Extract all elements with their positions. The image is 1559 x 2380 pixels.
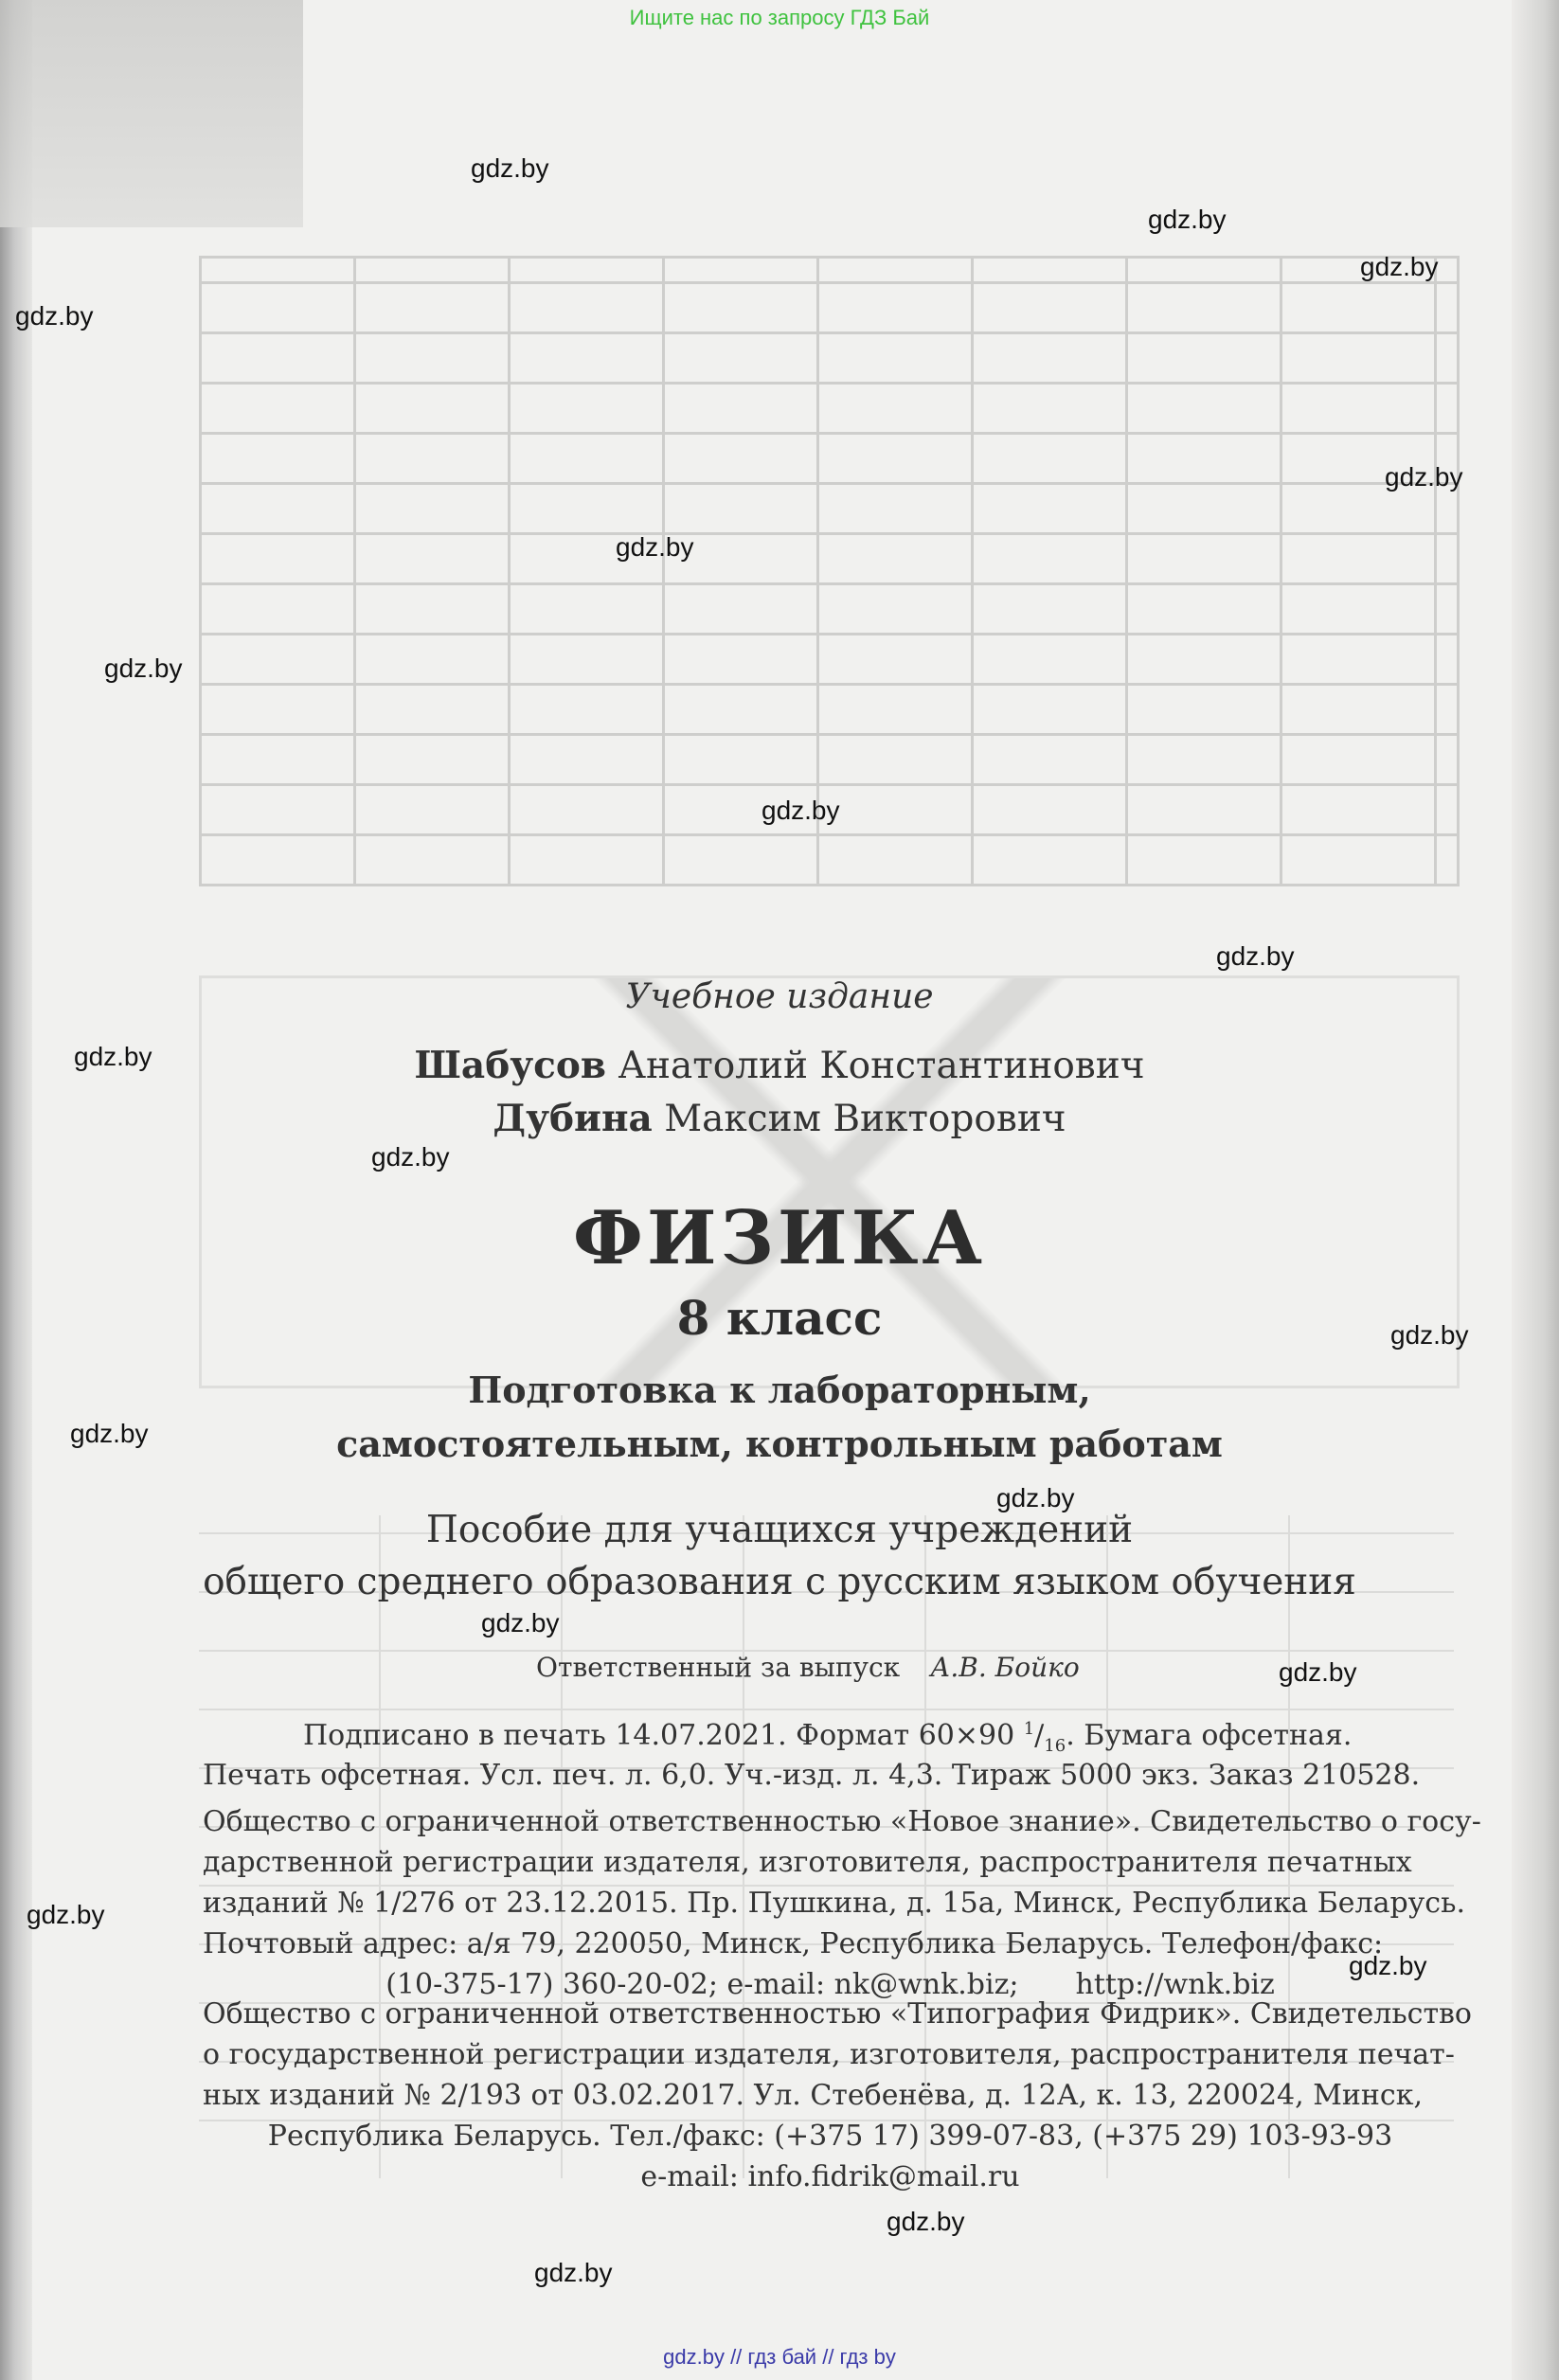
watermark: gdz.by <box>996 1483 1075 1512</box>
author <box>0 1097 1559 1140</box>
watermark: gdz.by <box>1279 1657 1357 1687</box>
responsible-person: А.В. Бойко <box>930 1652 1080 1683</box>
purpose-line: Пособие для учащихся учреждений <box>425 1509 1134 1551</box>
watermark: gdz.by <box>74 1042 152 1071</box>
watermark: gdz.by <box>1216 941 1295 971</box>
watermark: gdz.by <box>471 153 549 183</box>
watermark: gdz.by <box>534 2258 613 2287</box>
watermark: gdz.by <box>15 301 94 331</box>
watermark: gdz.by <box>371 1142 450 1172</box>
watermark: gdz.by <box>1390 1320 1469 1350</box>
watermark: gdz.by <box>104 653 183 683</box>
page-corner-shadow <box>0 0 303 227</box>
publisher-line: изданий № 1/276 от 23.12.2015. Пр. Пушкина, д. 15а, Минск, Республика Беларусь. <box>203 1887 1465 1920</box>
watermark: gdz.by <box>616 532 694 562</box>
book-title: ФИЗИКА <box>572 1195 987 1281</box>
printer-email[interactable]: e-mail: info.fidrik@mail.ru <box>640 2160 1020 2193</box>
page-edge-right <box>1512 0 1559 2380</box>
print-format-line: Подписано в печать 14.07.2021. Формат 60×90 $^1/_{16}$. Бумага офсетная. <box>303 1719 1353 1756</box>
format-denominator: 16 <box>1044 1736 1066 1756</box>
watermark: gdz.by <box>1349 1951 1427 1980</box>
top-banner[interactable]: Ищите нас по запросу ГДЗ Бай <box>629 6 930 29</box>
watermark: gdz.by <box>70 1419 149 1448</box>
publisher-line: дарственной регистрации издателя, изготовителя, распространителя печатных <box>203 1846 1412 1879</box>
page-edge-left <box>0 0 32 2380</box>
publisher-website-link[interactable]: http://wnk.biz <box>1075 1968 1275 2001</box>
paper-type: . Бумага офсетная. <box>1066 1719 1353 1752</box>
author <box>0 1044 1559 1087</box>
purpose-line: общего среднего образования с русским языком обучения <box>203 1561 1356 1603</box>
watermark: gdz.by <box>762 796 840 825</box>
publisher-line: Почтовый адрес: а/я 79, 220050, Минск, Республика Беларусь. Телефон/факс: <box>203 1927 1384 1960</box>
format-numerator: 1 <box>1023 1719 1035 1739</box>
author-given-name: Анатолий Константинович <box>618 1045 1145 1087</box>
printer-line: Общество с ограниченной ответственностью «Типография Фидрик». Свидетельство <box>203 1997 1472 2031</box>
watermark: gdz.by <box>1148 205 1227 234</box>
print-details-line: Печать офсетная. Усл. печ. л. 6,0. Уч.-изд. л. 4,3. Тираж 5000 экз. Заказ 210528. <box>203 1759 1421 1792</box>
printer-info <box>203 1994 1472 2197</box>
author-surname: Дубина <box>493 1097 653 1140</box>
bleed-through-table <box>199 256 1460 886</box>
responsible-label: Ответственный за выпуск <box>536 1652 901 1683</box>
watermark: gdz.by <box>481 1608 560 1637</box>
responsible-editor <box>536 1652 1080 1683</box>
subtitle-line: Подготовка к лабораторным, <box>468 1369 1091 1411</box>
publisher-line: Общество с ограниченной ответственностью «Новое знание». Свидетельство о госу- <box>203 1805 1481 1838</box>
watermark: gdz.by <box>27 1900 105 1929</box>
edition-type: Учебное издание <box>625 977 934 1016</box>
author-given-name: Максим Викторович <box>664 1098 1066 1140</box>
watermark: gdz.by <box>1385 462 1463 492</box>
print-date: Подписано в печать 14.07.2021. Формат 60×90 <box>303 1719 1024 1752</box>
subtitle-line: самостоятельным, контрольным работам <box>336 1423 1223 1465</box>
printer-line: Республика Беларусь. Тел./факс: (+375 17) 399-07-83, (+375 29) 103-93-93 <box>267 2120 1393 2153</box>
bottom-banner-links[interactable]: gdz.by // гдз бай // гдз by <box>663 2345 896 2369</box>
author-surname: Шабусов <box>414 1044 607 1087</box>
publisher-phone-email[interactable]: (10-375-17) 360-20-02; e-mail: nk@wnk.biz; <box>385 1968 1019 2001</box>
printer-line: ных изданий № 2/193 от 03.02.2017. Ул. Стебенёва, д. 12А, к. 13, 220024, Минск, <box>203 2079 1424 2112</box>
watermark: gdz.by <box>887 2207 965 2236</box>
watermark: gdz.by <box>1360 252 1439 281</box>
grade-label: 8 класс <box>676 1290 883 1346</box>
printer-line: о государственной регистрации издателя, изготовителя, распространителя печат- <box>203 2038 1455 2071</box>
publisher-info <box>203 1801 1481 2005</box>
